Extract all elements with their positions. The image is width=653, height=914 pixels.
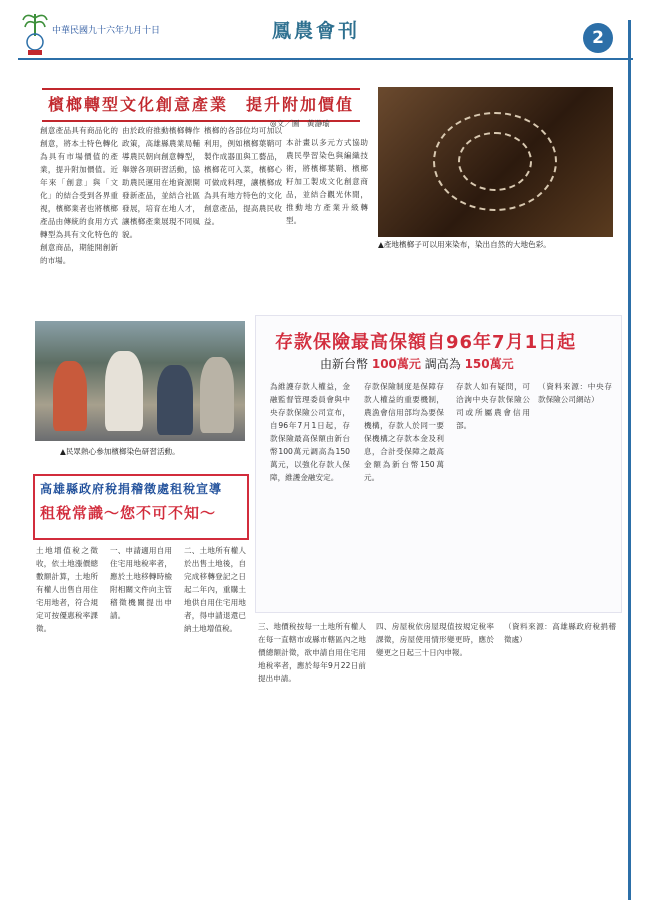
tax-column-3: 二、土地所有權人於出售土地後，自完成移轉登記之日起二年內，重購土地供自用住宅用地者，得申請退還已納土地增值稅。 bbox=[184, 546, 246, 633]
deposit-column-3: 存款人如有疑問，可洽詢中央存款保險公司或所屬農會信用部。 bbox=[456, 382, 530, 430]
deposit-column-2: 存款保險制度是保障存款人權益的重要機制，農漁會信用部均為要保機構，存款人於同一要保機構之存款本金及利息，合計受保障之最高金額為新台幣150萬元。 bbox=[364, 382, 444, 482]
deposit-insurance-headline: 存款保險最高保額自96年7月1日起 bbox=[275, 332, 577, 353]
article-betel-headline: 檳榔轉型文化創意產業 提升附加價值 bbox=[42, 88, 360, 122]
article-betel-column-3: 檳榔的各部位均可加以利用，例如檳榔葉鞘可製作成器皿與工藝品，檳榔花可入菜，檳榔心可做成料理，讓檳榔成為具有地方特色的文化創意產品，提高農民收益。 bbox=[204, 126, 282, 226]
deposit-column-4: （資料來源：中央存款保險公司網站） bbox=[538, 382, 612, 404]
dyed-cloth-photo-caption: ▲產地檳榔子可以用來染布，染出自然的大地色彩。 bbox=[378, 240, 551, 249]
article-betel-column-1: 創意產品具有商品化的創意，將本土特色轉化為具有市場價值的產業，提升附加價值。近年來「創意」與「文化」的結合受到各界重視，檳榔業者也將檳榔產品由傳統的食用方式轉型為具有文化特色的創意商品，期能開創新的市場。 bbox=[40, 126, 118, 265]
tax-column-4: 三、地價稅按每一土地所有權人在每一直轄市或縣市轄區內之地價總額計徵，欲申請自用住宅用地稅率者，應於每年9月22日前提出申請。 bbox=[258, 622, 366, 683]
article-betel-byline: ◎文／圖 黃瀞瑜 bbox=[270, 119, 330, 128]
tax-column-6: （資料來源：高雄縣政府稅捐稽徵處） bbox=[504, 622, 616, 644]
farmers-association-logo bbox=[22, 10, 48, 58]
workshop-photo bbox=[35, 321, 245, 441]
article-betel-column-4: 本計畫以多元方式協助農民學習染色與編織技術，將檳榔葉鞘、檳榔籽加工製成文化創意商品，並結合觀光休閒，推動地方產業升級轉型。 bbox=[286, 138, 368, 225]
subheadline-middle: 調高為 bbox=[424, 357, 461, 371]
newsletter-title: 鳳農會刊 bbox=[272, 20, 361, 42]
tax-column-5: 四、房屋稅依房屋現值按規定稅率課徵，房屋使用情形變更時，應於變更之日起三十日內申報。 bbox=[376, 622, 494, 657]
tax-column-2: 一、申請適用自用住宅用地稅率者，應於土地移轉時檢附相關文件向主管稽徵機關提出申請。 bbox=[110, 546, 172, 620]
page-edge-bar bbox=[628, 20, 631, 900]
old-coverage-amount: 100萬元 bbox=[371, 357, 421, 371]
tax-headline-line2: 租稅常識～您不可不知～ bbox=[40, 504, 217, 522]
issue-date: 中華民國九十六年九月十日 bbox=[52, 26, 161, 36]
header-divider bbox=[18, 58, 633, 60]
subheadline-prefix: 由新台幣 bbox=[320, 357, 369, 371]
dyed-cloth-photo bbox=[378, 87, 613, 237]
tax-headline-line1: 高雄縣政府稅捐稽徵處租稅宣導 bbox=[40, 482, 223, 496]
dye-pattern-ring-inner bbox=[458, 132, 532, 191]
deposit-column-1: 為維護存款人權益，金融監督管理委員會與中央存款保險公司宣布，自96年7月1日起，存款保險最高保額由新台幣100萬元調高為150萬元，以強化存款人保障，維護金融安定。 bbox=[270, 382, 350, 482]
tax-column-1: 土地增值稅之徵收，依土地漲價總數額計算，土地所有權人出售自用住宅用地者，符合規定可按優惠稅率課徵。 bbox=[36, 546, 98, 633]
deposit-insurance-subheadline bbox=[320, 355, 580, 372]
page-number-badge: 2 bbox=[583, 23, 613, 53]
new-coverage-amount: 150萬元 bbox=[464, 357, 514, 371]
article-betel-column-2: 由於政府推動檳榔轉作政策，高雄縣農業局輔導農民朝向創意轉型，舉辦各項研習活動，協助農民運用在地資源開發新產品，並結合社區發展，培育在地人才，讓檳榔產業展現不同風貌。 bbox=[122, 126, 200, 239]
workshop-photo-caption: ▲民眾熱心參加檳榔染色研習活動。 bbox=[60, 447, 180, 456]
